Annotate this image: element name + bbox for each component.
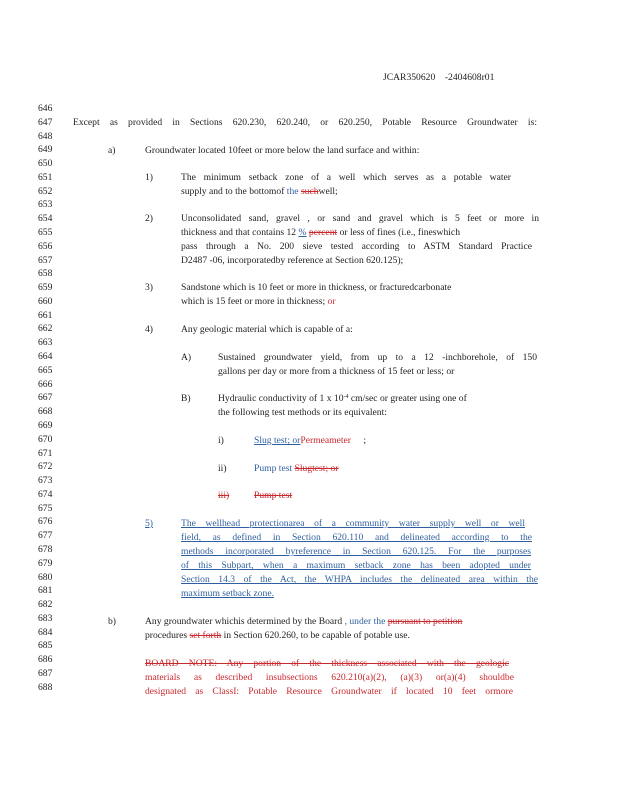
item-3-line-2 (181, 296, 336, 307)
item-a-text: Groundwater located 10feet or more below the land surface and within: (145, 145, 420, 156)
line-number: 663 (38, 337, 53, 349)
item-3-text: which is 15 feet or more in thickness; (181, 296, 326, 307)
board-note-line-2: materials as described insubsections 620.210(a)(2), (a)(3) or(a)(4) shouldbe (145, 672, 514, 683)
line-number: 660 (38, 295, 53, 307)
item-2-number: 2) (145, 213, 153, 224)
item-1-line-2 (181, 186, 338, 197)
item-2-line-4: D2487 -06, incorporatedby reference at Section 620.125); (181, 255, 404, 266)
line-number: 659 (38, 282, 53, 294)
line-number: 667 (38, 392, 53, 404)
item-4B-line-2: the following test methods or its equivalent: (218, 407, 387, 418)
inserted-text: the (286, 186, 299, 197)
item-1-number: 1) (145, 172, 153, 183)
item-4-line-1: Any geologic material which is capable of a: (181, 324, 353, 335)
line-number: 682 (38, 599, 53, 611)
line-number: 647 (38, 116, 53, 128)
item-1-text-end: well; (318, 186, 338, 197)
inserted-text: % (298, 227, 307, 238)
item-5-line-6: maximum setback zone. (181, 588, 274, 599)
line-number: 662 (38, 323, 53, 335)
item-3-number: 3) (145, 282, 153, 293)
item-4A-label: A) (181, 352, 192, 363)
item-b-label: b) (108, 616, 116, 627)
line-number: 650 (38, 158, 53, 170)
item-2-line-3: pass through a No. 200 sieve tested according to ASTM Standard Practice (181, 241, 532, 252)
line-number: 675 (38, 502, 53, 514)
line-number: 685 (38, 640, 53, 652)
line-number: 683 (38, 612, 53, 624)
item-b-line-2 (145, 630, 410, 641)
line-number: 670 (38, 433, 53, 445)
line-number: 674 (38, 488, 53, 500)
exponent: -4 (343, 394, 349, 400)
item-2-text-end: or less of fines (i.e., fineswhich (339, 227, 460, 238)
item-ii-label: ii) (218, 463, 227, 474)
line-number: 653 (38, 199, 53, 211)
line-number: 657 (38, 254, 53, 266)
line-number: 656 (38, 240, 53, 252)
line-number: 658 (38, 268, 53, 280)
item-i-label: i) (218, 435, 224, 446)
item-5-line-3: methods incorporated byreference in Section 620.125. For the purposes (181, 546, 531, 557)
item-4A-line-2: gallons per day or more from a thickness of 15 feet or less; or (218, 366, 455, 377)
line-number: 665 (38, 364, 53, 376)
line-number: 679 (38, 557, 53, 569)
item-b-text: Any groundwater whichis determined by the Board (145, 616, 343, 627)
item-1-text: supply and to the bottomof (181, 186, 285, 197)
line-number: 669 (38, 419, 53, 431)
item-5-number: 5) (145, 518, 153, 529)
item-4A-line-1: Sustained groundwater yield, from up to a 12 -inchborehole, of 150 (218, 352, 537, 363)
line-number: 686 (38, 654, 53, 666)
deleted-text: percent (308, 227, 338, 238)
item-5-line-5: Section 14.3 of the Act, the WHPA includes the delineated area within the (181, 574, 538, 585)
line-number: 654 (38, 213, 53, 225)
line-number: 655 (38, 227, 53, 239)
deleted-text: Slugtest; or (294, 463, 339, 474)
item-2-text: thickness and that contains 12 (181, 227, 297, 238)
item-iii-text: Pump test (254, 490, 293, 501)
inserted-text: Pump test (254, 463, 293, 474)
inserted-text: , under the (344, 616, 386, 627)
item-1-line-1: The minimum setback zone of a well which serves as a potable water (181, 172, 511, 183)
item-b-line-1 (145, 616, 462, 627)
item-i-text (254, 435, 366, 446)
item-a-label: a) (108, 145, 116, 156)
deleted-text: pursuant to petition (387, 616, 463, 627)
line-number: 680 (38, 571, 53, 583)
line-number: 651 (38, 171, 53, 183)
line-number: 661 (38, 309, 53, 321)
line-number: 652 (38, 185, 53, 197)
intro-line: Except as provided in Sections 620.230, 620.240, or 620.250, Potable Resource Groundwater is: (73, 117, 537, 128)
line-number: 648 (38, 130, 53, 142)
line-number: 688 (38, 681, 53, 693)
line-number: 681 (38, 585, 53, 597)
line-number: 684 (38, 626, 53, 638)
line-number: 649 (38, 144, 53, 156)
line-number: 687 (38, 667, 53, 679)
deleted-text: set forth (189, 630, 222, 641)
item-5-line-2: field, as defined in Section 620.110 and delineated according to the (181, 532, 532, 543)
item-4B-text-end: cm/sec or greater using one of (350, 393, 467, 404)
item-2-line-1: Unconsolidated sand, gravel , or sand and gravel which is 5 feet or more in (181, 213, 539, 224)
item-5-line-1: The wellhead protectionarea of a community water supply well or well (181, 518, 525, 529)
item-4B-label: B) (181, 393, 191, 404)
line-number: 668 (38, 406, 53, 418)
document-id-header: JCAR350620 -2404608r01 (383, 72, 495, 83)
line-number: 678 (38, 543, 53, 555)
line-number: 666 (38, 378, 53, 390)
line-number: 664 (38, 351, 53, 363)
item-3-line-1: Sandstone which is 10 feet or more in thickness, or fracturedcarbonate (181, 282, 452, 293)
line-number: 646 (38, 103, 53, 114)
line-number: 677 (38, 530, 53, 542)
line-number: 671 (38, 447, 53, 459)
item-5-line-4: of this Subpart, when a maximum setback zone has been adopted under (181, 560, 531, 571)
inserted-text: or (327, 296, 336, 307)
item-4B-line-1 (218, 393, 467, 404)
item-2-line-2 (181, 227, 460, 238)
inserted-text: Slug test; or (254, 435, 301, 446)
board-note-line-3: designated as ClassI: Potable Resource Groundwater if located 10 feet ormore (145, 686, 513, 697)
inserted-text-red: Permeameter (300, 435, 351, 446)
item-iii-label: iii) (218, 490, 230, 501)
item-4-number: 4) (145, 324, 153, 335)
item-b-text: procedures (145, 630, 188, 641)
item-ii-text (254, 463, 339, 474)
board-note-line-1: BOARD NOTE: Any portion of the thickness associated with the geologic (145, 658, 509, 669)
line-number: 673 (38, 475, 53, 487)
semicolon: ; (363, 435, 367, 446)
deleted-text: such (300, 186, 319, 197)
line-number: 676 (38, 516, 53, 528)
item-4B-text: Hydraulic conductivity of 1 x 10 (218, 393, 344, 404)
line-number: 672 (38, 461, 53, 473)
item-b-text-end: in Section 620.260, to be capable of potable use. (223, 630, 410, 641)
